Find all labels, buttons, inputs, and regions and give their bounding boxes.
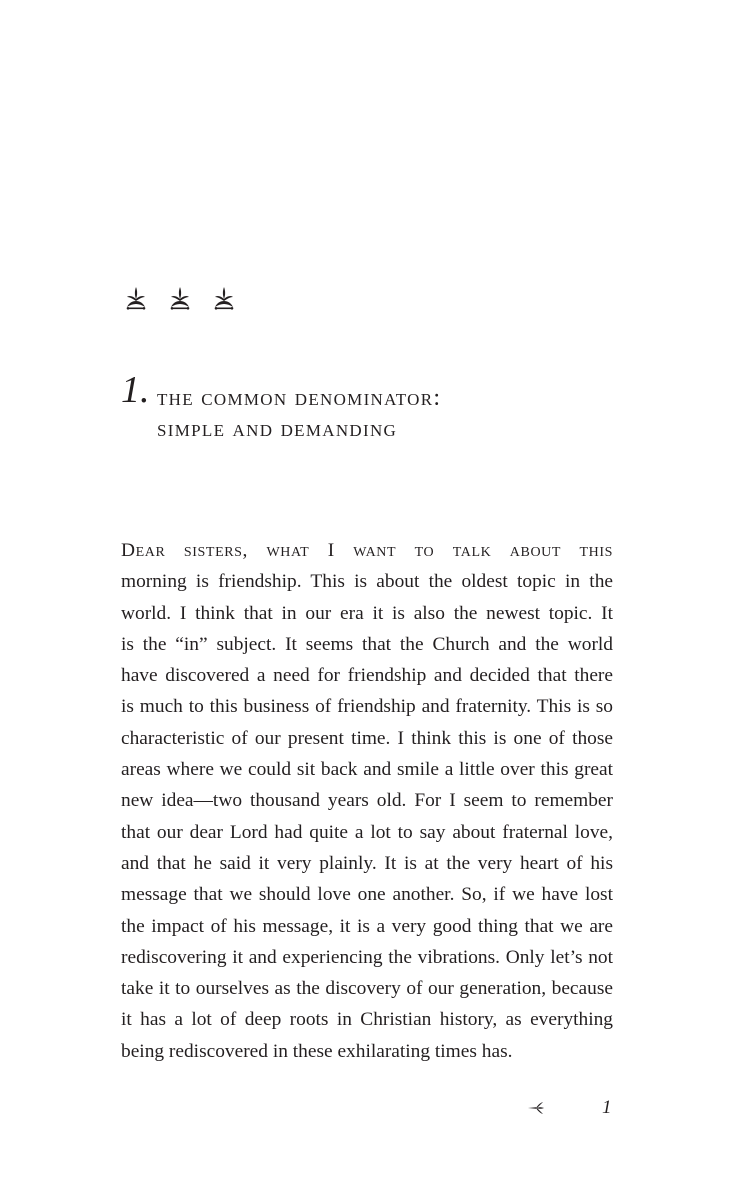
lead-in-line: Dear sisters, what I want to talk about this xyxy=(121,540,613,561)
text-line: morning is friendship. This is about the oldest topic in the xyxy=(121,571,613,593)
text-line: is much to this business of friendship and fraternity. This is so xyxy=(121,696,613,718)
text-line: message that we should love one another. So, if we have lost xyxy=(121,884,613,906)
text-line: take it to ourselves as the discovery of our generation, because xyxy=(121,978,613,1000)
text-line: world. I think that in our era it is also the newest topic. It xyxy=(121,602,613,624)
chapter-title xyxy=(157,383,441,445)
chapter-title-line: the common denominator: xyxy=(157,385,442,411)
page-number: 1 xyxy=(602,1097,612,1118)
text-line: characteristic of our present time. I think this is one of those xyxy=(121,727,613,749)
fleuron-icon xyxy=(168,286,192,312)
text-line: areas where we could sit back and smile a little over this great xyxy=(121,759,613,781)
text-line: it has a lot of deep roots in Christian history, as everything xyxy=(121,1009,613,1031)
body-paragraph xyxy=(121,535,613,1067)
chapter-number: 1. xyxy=(121,369,150,411)
text-line: the impact of his message, it is a very good thing that we are xyxy=(121,915,613,937)
text-line: rediscovering it and experiencing the vibrations. Only let’s not xyxy=(121,946,613,968)
text-line: is the “in” subject. It seems that the Church and the world xyxy=(121,633,613,655)
text-line: being rediscovered in these exhilarating times has. xyxy=(121,1040,513,1062)
chapter-title-line: simple and demanding xyxy=(157,416,398,442)
fleuron-icon xyxy=(124,286,148,312)
chapter-ornaments xyxy=(124,286,236,312)
text-line: and that he said it very plainly. It is at the very heart of his xyxy=(121,852,613,874)
text-line: new idea—two thousand years old. For I seem to remember xyxy=(121,790,613,812)
arrow-fleuron-icon xyxy=(527,1101,545,1115)
text-line: that our dear Lord had quite a lot to say about fraternal love, xyxy=(121,821,613,843)
text-line: have discovered a need for friendship and decided that there xyxy=(121,665,613,687)
fleuron-icon xyxy=(212,286,236,312)
